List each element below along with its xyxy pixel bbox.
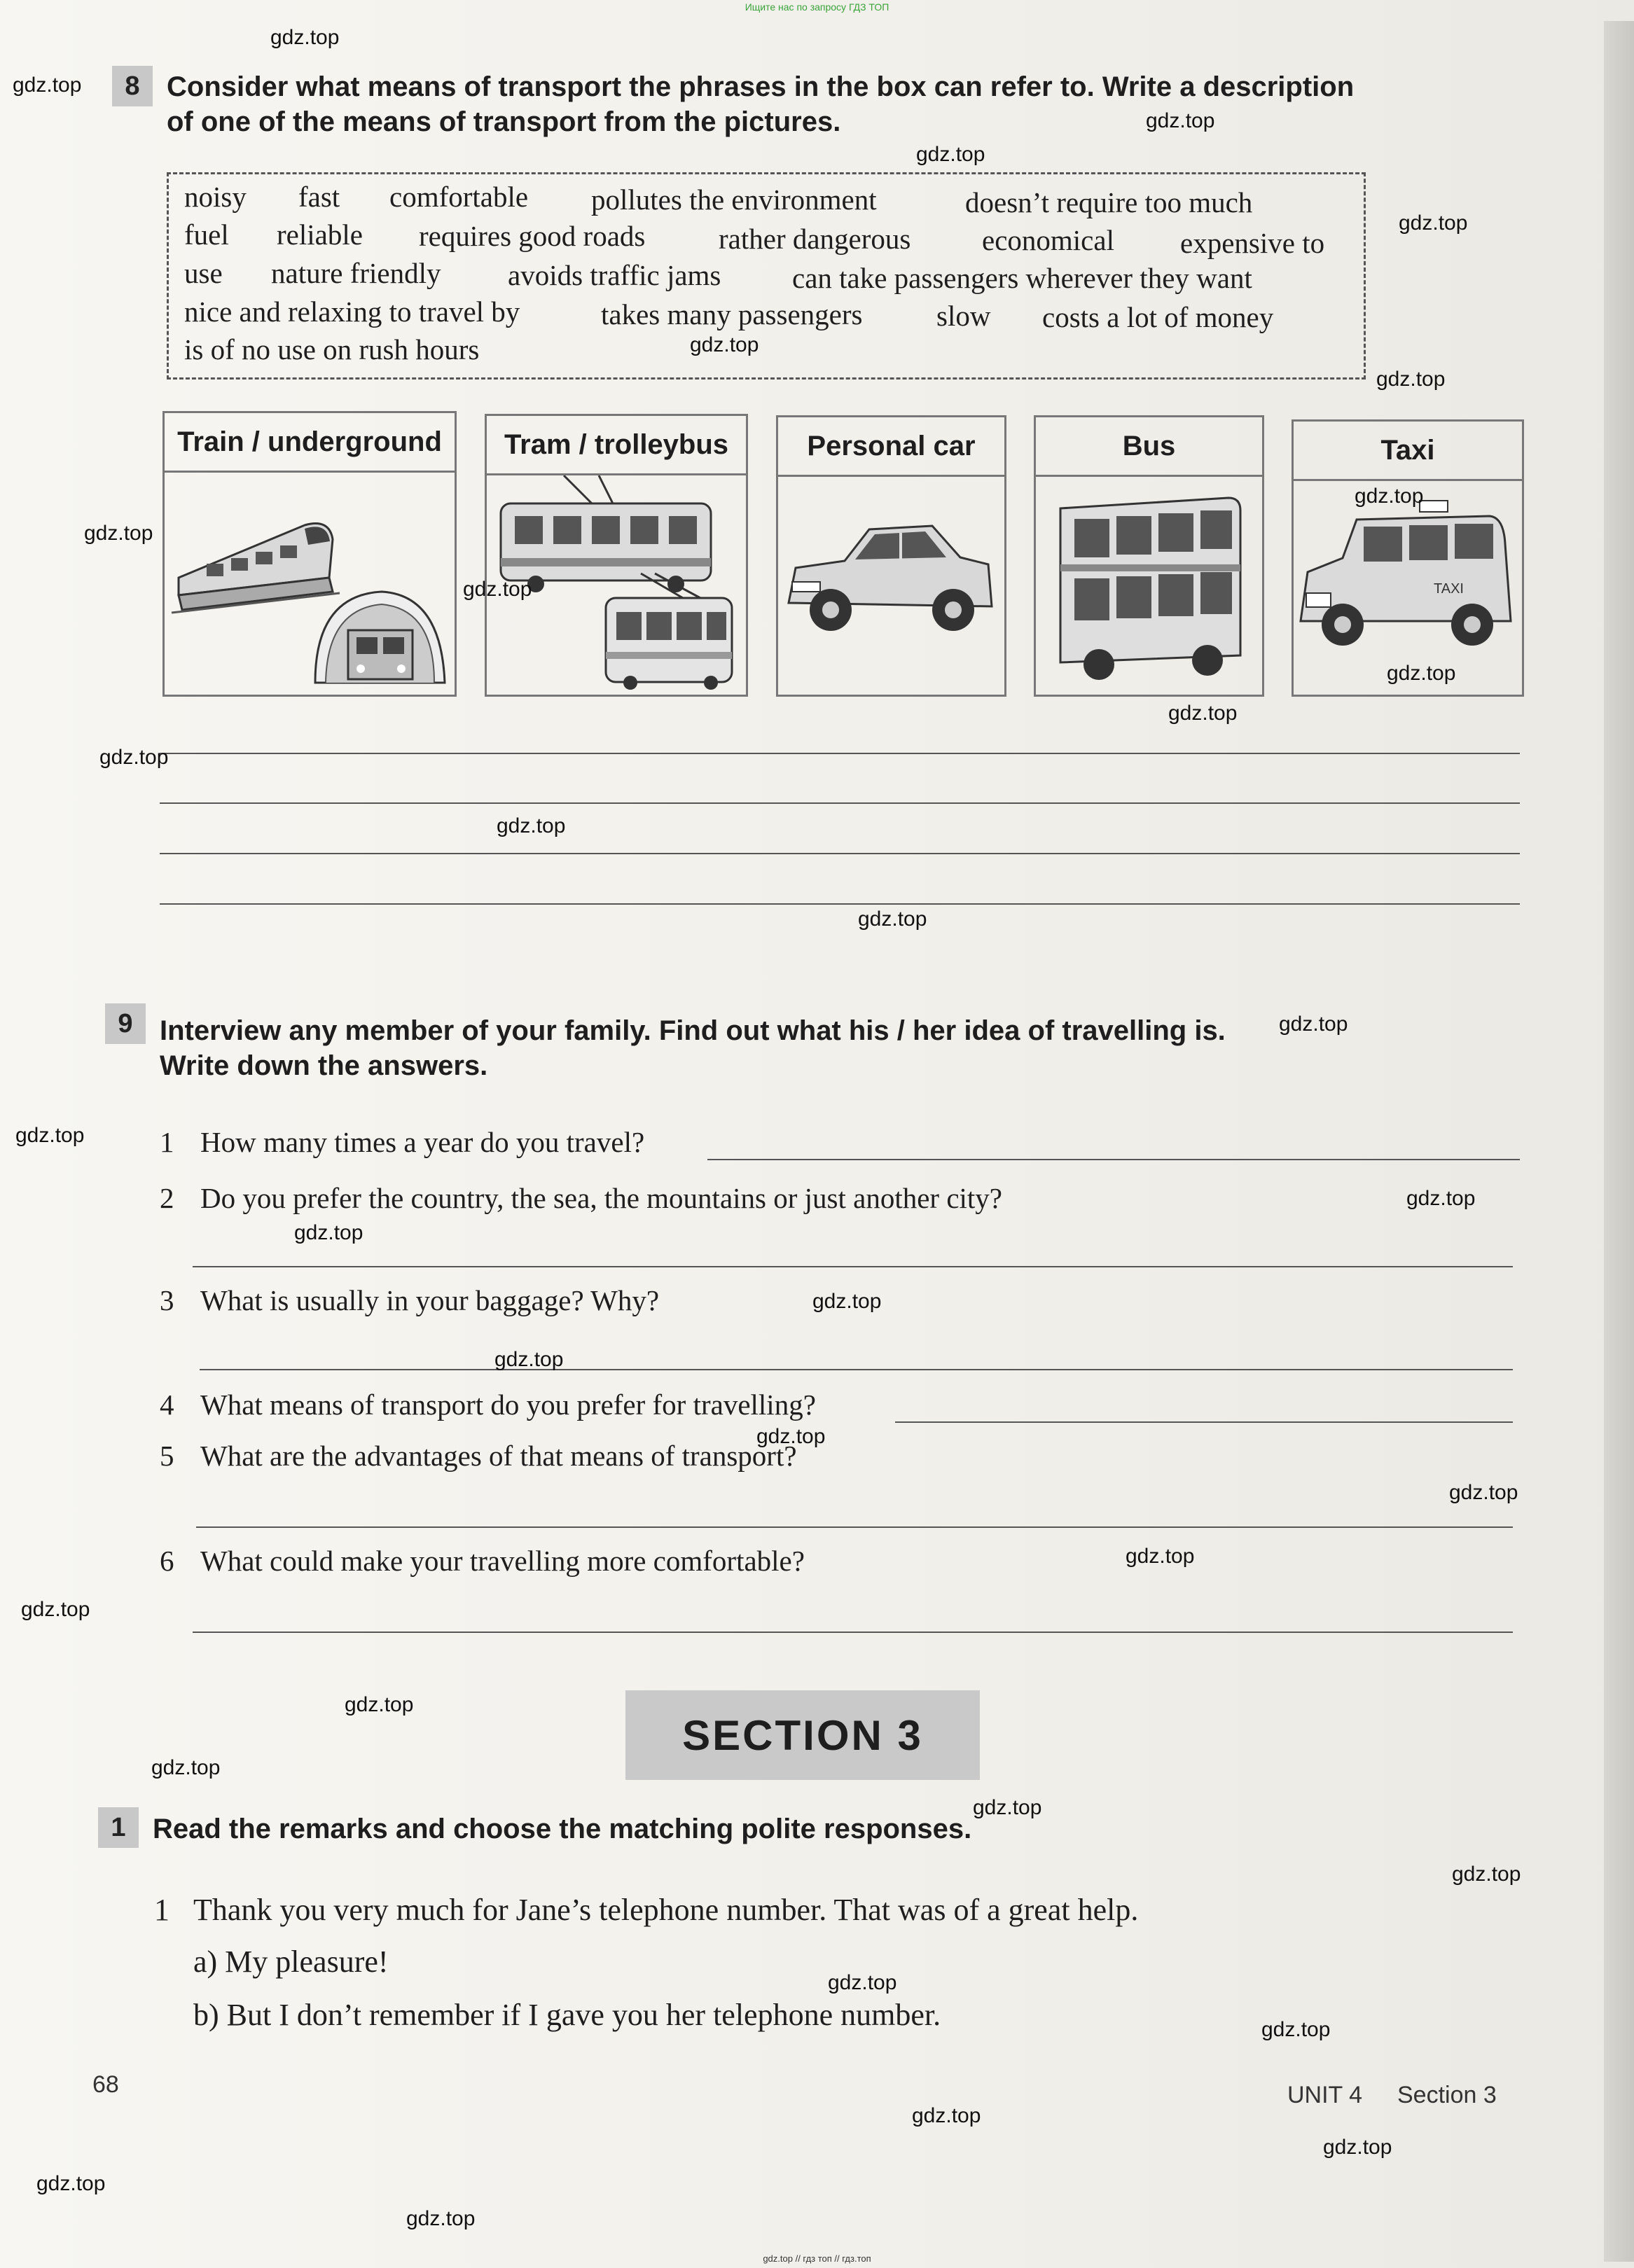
watermark: gdz.top	[1449, 1481, 1518, 1504]
question-number: 3	[160, 1284, 174, 1316]
phrase: pollutes the environment	[591, 183, 877, 216]
transport-label: Personal car	[778, 417, 1004, 477]
phrase: expensive to	[1180, 227, 1325, 259]
phrase: takes many passengers	[601, 298, 863, 331]
phrase: use	[184, 257, 223, 289]
phrase: rather dangerous	[719, 223, 911, 255]
page-edge-shadow	[1604, 21, 1634, 2262]
watermark: gdz.top	[270, 26, 340, 49]
phrase: avoids traffic jams	[508, 259, 721, 291]
car-icon	[778, 477, 1004, 695]
answer-line[interactable]	[200, 1369, 1513, 1370]
answer-line[interactable]	[707, 1159, 1520, 1160]
watermark: gdz.top	[1387, 662, 1456, 685]
watermark: gdz.top	[497, 814, 566, 837]
footer-note: gdz.top // гдз топ // гдз.топ	[763, 2253, 871, 2264]
bus-icon	[1036, 477, 1262, 695]
watermark: gdz.top	[99, 746, 169, 769]
header-note: Ищите нас по запросу ГДЗ ТОП	[745, 1, 889, 13]
answer-line[interactable]	[160, 853, 1520, 854]
watermark: gdz.top	[1323, 2136, 1392, 2159]
section-exercise-1-number: 1	[98, 1807, 139, 1848]
section-label: Section 3	[1397, 2082, 1497, 2108]
transport-cell-tram	[485, 414, 748, 697]
answer-line[interactable]	[193, 1266, 1513, 1267]
remark-1	[154, 1892, 1138, 1928]
watermark: gdz.top	[406, 2207, 476, 2230]
phrase: slow	[936, 300, 991, 332]
answer-line[interactable]	[193, 1632, 1513, 1633]
exercise-8-number: 8	[112, 66, 153, 106]
answer-line[interactable]	[160, 753, 1520, 754]
watermark: gdz.top	[1376, 368, 1446, 391]
transport-cell-bus	[1034, 415, 1264, 697]
question-3	[160, 1283, 659, 1317]
answer-line[interactable]	[160, 903, 1520, 905]
answer-line[interactable]	[196, 1526, 1513, 1528]
phrase: noisy	[184, 181, 247, 213]
watermark: gdz.top	[1279, 1013, 1348, 1036]
transport-cell-train	[162, 411, 457, 697]
question-text: How many times a year do you travel?	[200, 1126, 645, 1158]
answer-line[interactable]	[895, 1421, 1513, 1423]
exercise-8-title-line1: Consider what means of transport the phrases in the box can refer to. Write a description	[167, 71, 1355, 102]
watermark: gdz.top	[36, 2172, 106, 2195]
watermark: gdz.top	[1452, 1863, 1521, 1886]
question-number: 2	[160, 1182, 174, 1214]
phrase: is of no use on rush hours	[184, 333, 480, 366]
watermark: gdz.top	[13, 74, 82, 97]
transport-label: Train / underground	[165, 413, 455, 473]
watermark: gdz.top	[151, 1756, 221, 1779]
question-5	[160, 1439, 797, 1473]
response-option-a[interactable]: a) My pleasure!	[193, 1945, 389, 1979]
exercise-9-title-line1: Interview any member of your family. Find out what his / her idea of travelling is.	[160, 1015, 1226, 1046]
exercise-8-title-line2: of one of the means of transport from the pictures.	[167, 106, 841, 137]
watermark: gdz.top	[1406, 1187, 1476, 1210]
page-number: 68	[92, 2071, 119, 2098]
question-number: 6	[160, 1545, 174, 1577]
section-exercise-1-title: Read the remarks and choose the matching polite responses.	[153, 1814, 972, 1844]
watermark: gdz.top	[463, 578, 532, 601]
watermark: gdz.top	[21, 1598, 90, 1621]
watermark: gdz.top	[1399, 211, 1468, 235]
watermark: gdz.top	[912, 2104, 981, 2127]
phrase: fast	[298, 181, 340, 213]
phrase: nice and relaxing to travel by	[184, 295, 520, 328]
section-heading: SECTION 3	[625, 1690, 980, 1780]
watermark: gdz.top	[756, 1425, 826, 1448]
phrase: doesn’t require too much	[965, 186, 1253, 218]
watermark: gdz.top	[828, 1971, 897, 1994]
unit-label: UNIT 4	[1287, 2082, 1363, 2108]
watermark: gdz.top	[494, 1348, 564, 1371]
phrase-box	[167, 172, 1366, 380]
question-text: What means of transport do you prefer for travelling?	[200, 1389, 816, 1421]
phrase: fuel	[184, 218, 229, 251]
question-6	[160, 1544, 805, 1578]
question-text: What could make your travelling more comfortable?	[200, 1545, 805, 1577]
watermark: gdz.top	[15, 1124, 85, 1147]
exercise-9-number: 9	[105, 1003, 146, 1044]
watermark: gdz.top	[973, 1796, 1042, 1819]
watermark: gdz.top	[1261, 2018, 1331, 2041]
question-4	[160, 1388, 816, 1421]
transport-label: Bus	[1036, 417, 1262, 477]
watermark: gdz.top	[294, 1221, 364, 1244]
watermark: gdz.top	[1355, 485, 1424, 508]
question-text: Do you prefer the country, the sea, the mountains or just another city?	[200, 1182, 1002, 1214]
transport-label: Tram / trolleybus	[487, 416, 746, 475]
answer-line[interactable]	[160, 802, 1520, 804]
response-option-b[interactable]: b) But I don’t remember if I gave you her telephone number.	[193, 1998, 941, 2032]
watermark: gdz.top	[1168, 702, 1238, 725]
question-text: What are the advantages of that means of transport?	[200, 1440, 797, 1472]
watermark: gdz.top	[84, 522, 153, 545]
phrase: costs a lot of money	[1042, 301, 1274, 333]
phrase: comfortable	[389, 181, 529, 213]
svg-text:TAXI: TAXI	[1434, 581, 1464, 597]
phrase: can take passengers wherever they want	[792, 262, 1252, 294]
question-text: What is usually in your baggage? Why?	[200, 1284, 660, 1316]
phrase: reliable	[277, 218, 363, 251]
exercise-9-title-line2: Write down the answers.	[160, 1050, 488, 1081]
remark-text: Thank you very much for Jane’s telephone number. That was of a great help.	[193, 1893, 1139, 1927]
train-icon	[165, 473, 455, 695]
phrase: economical	[982, 224, 1114, 256]
transport-label: Taxi	[1294, 422, 1522, 481]
watermark: gdz.top	[345, 1693, 414, 1716]
watermark: gdz.top	[690, 333, 759, 356]
phrase: nature friendly	[271, 257, 441, 289]
watermark: gdz.top	[858, 907, 927, 931]
question-number: 5	[160, 1440, 174, 1472]
transport-cell-car	[776, 415, 1006, 697]
question-1	[160, 1125, 644, 1159]
watermark: gdz.top	[916, 143, 985, 166]
watermark: gdz.top	[1126, 1545, 1195, 1568]
phrase: requires good roads	[419, 220, 646, 252]
transport-cell-taxi	[1292, 419, 1524, 697]
watermark: gdz.top	[812, 1290, 882, 1313]
watermark: gdz.top	[1146, 109, 1215, 132]
question-2	[160, 1181, 1002, 1215]
question-number: 1	[160, 1126, 174, 1158]
question-number: 4	[160, 1389, 174, 1421]
remark-number: 1	[154, 1893, 169, 1927]
